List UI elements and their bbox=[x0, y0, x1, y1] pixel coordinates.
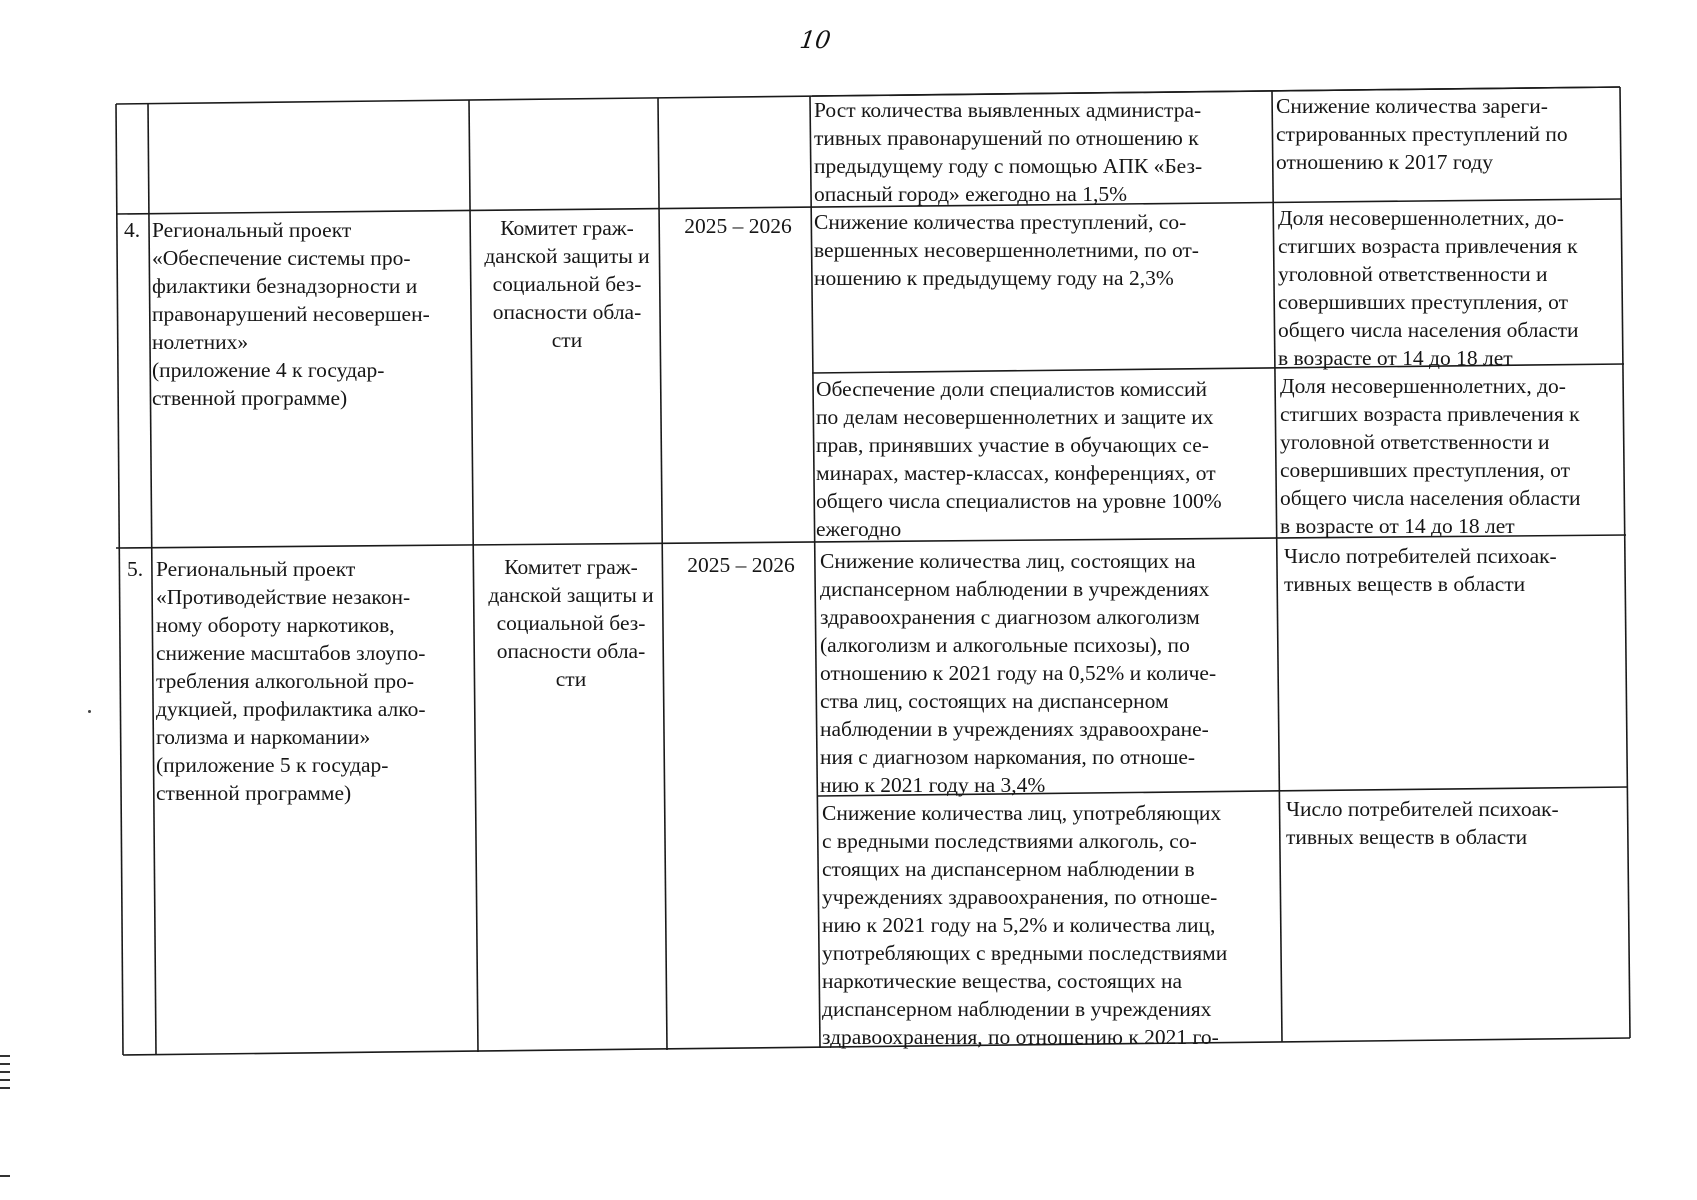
project-cell: Региональный проект «Противодействие незакон- ному обороту наркотиков, снижение масштабов злоупо- требления алкогольной про- дукцией, профилактика алко- голизма и наркомании» (приложение 5 к государ- ственной программе) bbox=[156, 557, 426, 805]
row-number: 4. bbox=[124, 218, 141, 242]
result-cell: Снижение количества лиц, употребляющих с вредными последствиями алкоголь, со- стоящих на диспансерном наблюдении в учреждениях здравоохранения, по отноше- нию к 2021 году на 5,2% и количества лиц, употребляющих с вредными последствиями наркотические вещества, состоящих на диспансерном наблюдении в учреждениях здравоохранения, по отношению к 2021 го- bbox=[822, 801, 1228, 1049]
indicator-cell: Доля несовершеннолетних, до- стигших возраста привлечения к уголовной ответственности и совершивших преступления, от общего числа населения области в возрасте от 14 до 18 лет bbox=[1278, 206, 1579, 370]
indicator-cell: Число потребителей психоак- тивных веществ в области bbox=[1286, 797, 1559, 849]
result-cell: Обеспечение доли специалистов комиссий по делам несовершеннолетних и защите их прав, принявших участие в обучающих се- минарах, мастер-классах, конференциях, от общего числа специалистов на уровне 100% ежегодно bbox=[816, 377, 1222, 541]
result-cell: Снижение количества преступлений, со- вершенных несовершеннолетними, по от- ношению к предыдущему году на 2,3% bbox=[814, 210, 1199, 290]
project-cell: Региональный проект «Обеспечение системы про- филактики безнадзорности и правонарушений несовершен- нолетних» (приложение 4 к государ- ственной программе) bbox=[152, 218, 430, 410]
responsible-cell: Комитет граж- данской защиты и социальной без- опасности обла- сти bbox=[484, 216, 650, 352]
period-cell: 2025 – 2026 bbox=[687, 553, 795, 577]
indicator-cell: Доля несовершеннолетних, до- стигших возраста привлечения к уголовной ответственности и совершивших преступления, от общего числа населения области в возрасте от 14 до 18 лет bbox=[1280, 374, 1581, 538]
period-cell: 2025 – 2026 bbox=[684, 214, 792, 238]
result-cell: Рост количества выявленных администра- тивных правонарушений по отношению к предыдущему году с помощью АПК «Без- опасный город» ежегодно на 1,5% bbox=[814, 98, 1203, 206]
scan-speck bbox=[88, 710, 91, 713]
indicator-cell: Снижение количества зареги- стрированных преступлений по отношению к 2017 году bbox=[1276, 94, 1568, 174]
indicator-cell: Число потребителей психоак- тивных веществ в области bbox=[1284, 544, 1557, 596]
scan-mark bbox=[0, 1175, 10, 1177]
page-number: 10 bbox=[798, 26, 833, 54]
row-number: 5. bbox=[127, 557, 144, 581]
result-cell: Снижение количества лиц, состоящих на диспансерном наблюдении в учреждениях здравоохранения с диагнозом алкоголизм (алкоголизм и алкогольные психозы), по отношению к 2021 году на 0,52% и количе- ства лиц, состоящих на диспансерном наблюдении в учреждениях здравоохране- ния с диагнозом наркомания, по отноше- нию к 2021 году на 3,4% bbox=[820, 549, 1217, 797]
responsible-cell: Комитет граж- данской защиты и социальной без- опасности обла- сти bbox=[488, 555, 654, 691]
margin-marks bbox=[0, 1055, 12, 1095]
